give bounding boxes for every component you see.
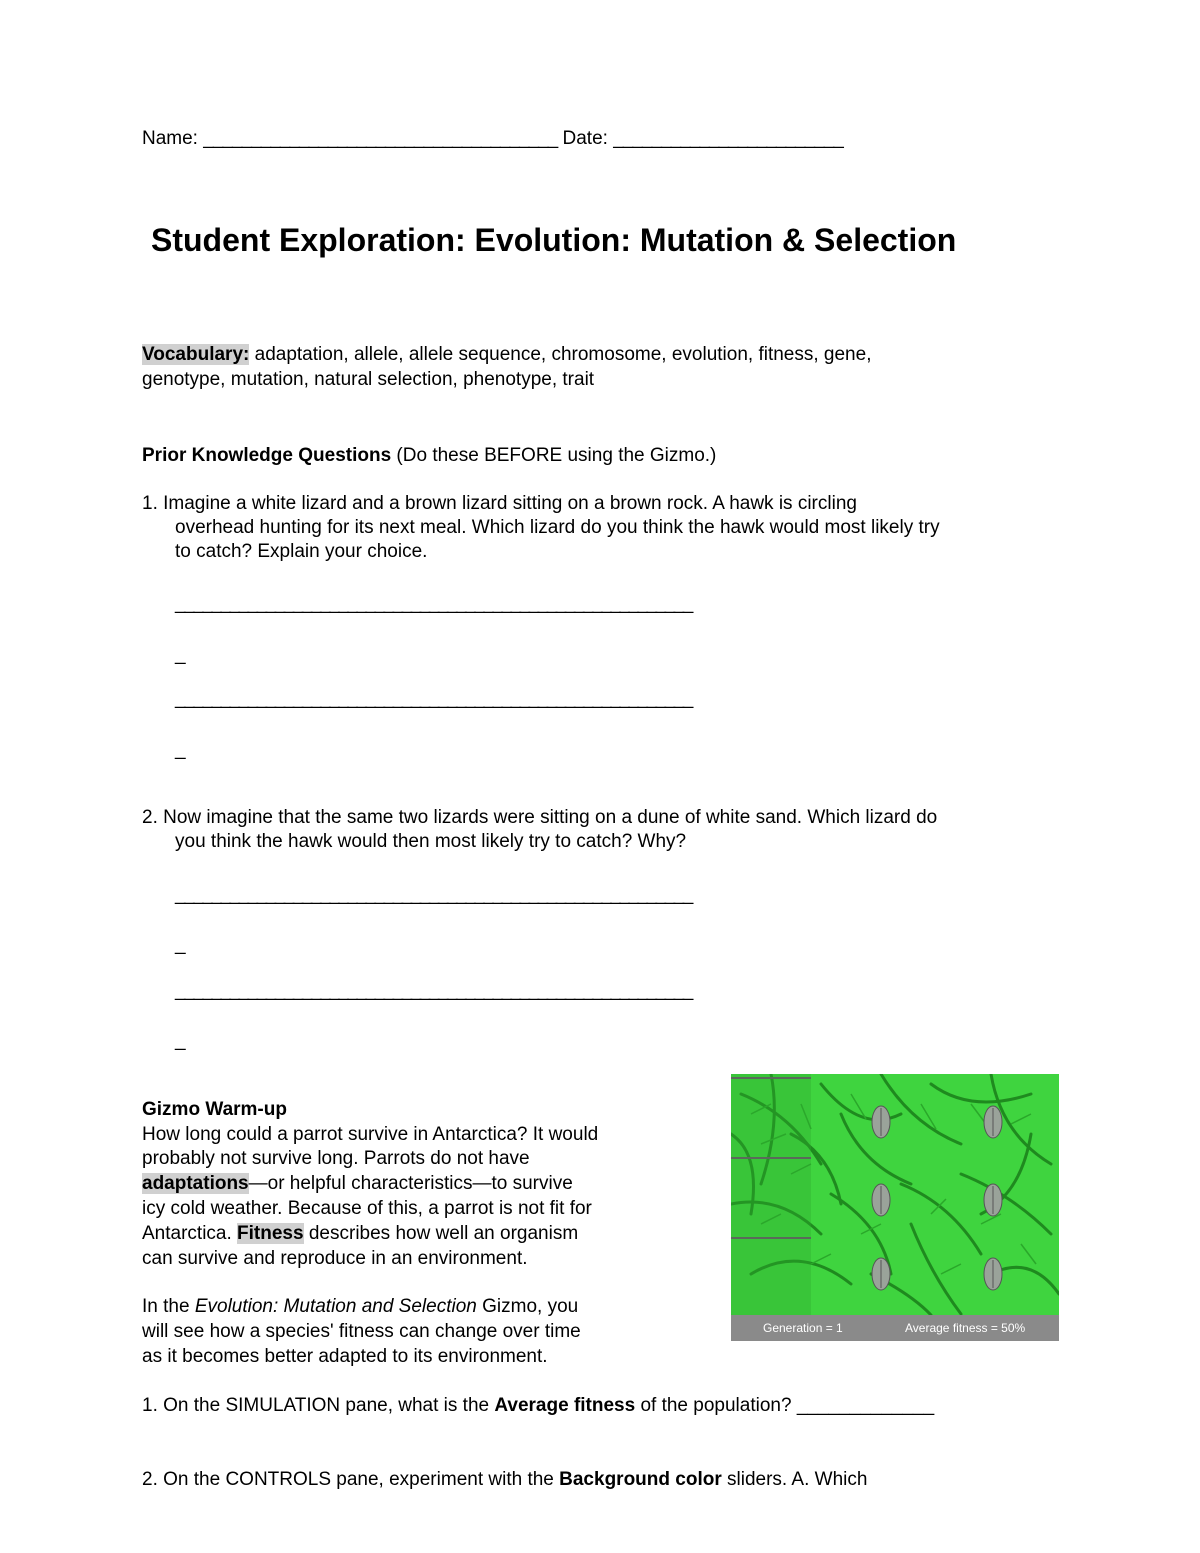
question-2-line-2: you think the hawk would then most likely try to catch? Why?: [175, 831, 687, 852]
warmup-text: In the: [142, 1296, 195, 1317]
answer-line-tail: _: [175, 644, 185, 665]
background-color-term: Background color: [559, 1469, 722, 1490]
date-label: Date:: [562, 128, 608, 149]
question-1-line-1: 1. Imagine a white lizard and a brown lizard sitting on a brown rock. A hawk is circling: [142, 493, 857, 514]
question-1-line-3: to catch? Explain your choice.: [175, 541, 428, 562]
warmup-text: as it becomes better adapted to its environment.: [142, 1346, 548, 1367]
generation-label: Generation = 1: [763, 1321, 843, 1335]
vocabulary-line-2: genotype, mutation, natural selection, phenotype, trait: [142, 369, 595, 390]
warmup-text: will see how a species' fitness can change over time: [142, 1321, 581, 1342]
warmup-question-text: sliders. A. Which: [721, 1469, 868, 1490]
leaf-background: [731, 1074, 1059, 1315]
warmup-heading: Gizmo Warm-up: [142, 1099, 287, 1120]
average-fitness-label: Average fitness = 50%: [905, 1321, 1026, 1335]
answer-line[interactable]: _________________________________________________________: [175, 688, 692, 709]
prior-knowledge-heading: Prior Knowledge Questions: [142, 445, 392, 466]
question-2-line-1: 2. Now imagine that the same two lizards were sitting on a dune of white sand. Which lizard do: [142, 807, 938, 828]
name-line: [142, 127, 843, 152]
answer-line[interactable]: _________________________________________________________: [175, 980, 692, 1001]
warmup-text: describes how well an organism: [303, 1223, 579, 1244]
warmup-question-1: [142, 1394, 934, 1419]
warmup-text: Antarctica.: [142, 1223, 238, 1244]
vocabulary-terms-1: adaptation, allele, allele sequence, chromosome, evolution, fitness, gene,: [249, 344, 872, 365]
gizmo-name: Evolution: Mutation and Selection: [194, 1296, 477, 1317]
name-blank[interactable]: _____________________________________: [203, 128, 558, 149]
answer-line-tail: _: [175, 934, 185, 955]
answer-line[interactable]: _________________________________________________________: [175, 884, 692, 905]
prior-knowledge-note: (Do these BEFORE using the Gizmo.): [391, 445, 717, 466]
warmup-text: Gizmo, you: [476, 1296, 579, 1317]
average-fitness-term: Average fitness: [494, 1395, 636, 1416]
fitness-term: Fitness: [237, 1223, 304, 1244]
question-1-line-2: overhead hunting for its next meal. Which lizard do you think the hawk would most likely try: [175, 517, 940, 538]
warmup-text: —or helpful characteristics—to survive: [248, 1173, 573, 1194]
warmup-text-line: [142, 1172, 573, 1197]
warmup-text: How long could a parrot survive in Antarctica? It would: [142, 1124, 599, 1145]
warmup-question-text: 2. On the CONTROLS pane, experiment with the: [142, 1469, 560, 1490]
warmup-text-line: [142, 1222, 578, 1247]
prior-knowledge-heading-line: [142, 444, 716, 469]
answer-line[interactable]: _________________________________________________________: [175, 593, 692, 614]
date-blank[interactable]: ________________________: [613, 128, 843, 149]
answer-line-tail: _: [175, 739, 185, 760]
vocabulary-label: Vocabulary:: [142, 344, 250, 365]
adaptations-term: adaptations: [142, 1173, 249, 1194]
answer-line-tail: _: [175, 1030, 185, 1051]
warmup-text: can survive and reproduce in an environment.: [142, 1248, 528, 1269]
simulation-status-bar: [731, 1315, 1059, 1341]
page-title: Student Exploration: Evolution: Mutation & Selection: [151, 222, 957, 258]
warmup-question-text: of the population? _____________: [635, 1395, 935, 1416]
gizmo-simulation-image: [731, 1074, 1059, 1341]
warmup-text: probably not survive long. Parrots do not have: [142, 1148, 530, 1169]
name-label: Name:: [142, 128, 198, 149]
warmup-question-text: 1. On the SIMULATION pane, what is the: [142, 1395, 495, 1416]
warmup-text: icy cold weather. Because of this, a parrot is not fit for: [142, 1198, 592, 1219]
vocabulary-line-1: [142, 343, 871, 368]
warmup-text-line: [142, 1295, 578, 1320]
warmup-question-2: [142, 1468, 867, 1493]
